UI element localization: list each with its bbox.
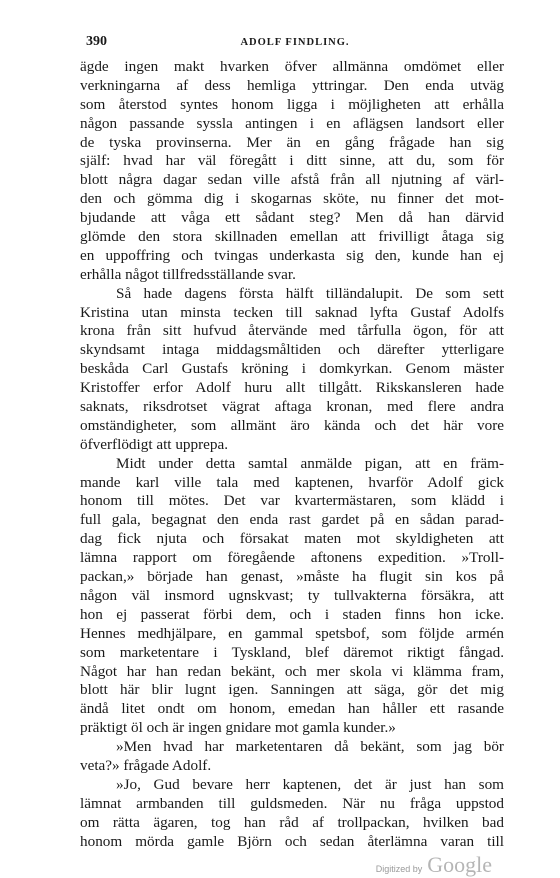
text-line: Något har han redan bekänt, och mer skola vi klämma fram, <box>80 662 504 680</box>
text-line: blott här blir lugnt igen. Sanningen att säga, gör det mig <box>80 681 504 699</box>
page-number: 390 <box>86 34 107 49</box>
text-line: full gala, begagnat den enda rast gardet på en sådan parad- <box>80 511 504 529</box>
text-line: själf: hvad har väl föregått i ditt sinne, att du, som för <box>80 152 504 170</box>
text-line: Kristoffer erfor Adolf huru allt tillgått. Rikskansleren hade <box>80 379 504 397</box>
text-line: hon ej passerat förbi dem, och i staden finns hon icke. <box>80 605 504 623</box>
text-line: öfverflödigt att upprepa. <box>80 435 229 453</box>
text-line: saknats, riksdrotset vägrat aftaga kronan, med flere andra <box>80 398 504 416</box>
text-line: lämna rapport om föregående aftonens expedition. »Troll- <box>80 549 504 567</box>
text-line: lämnat armbanden till guldsmeden. När nu fråga uppstod <box>80 794 504 812</box>
text-line: som marketentare i Tyskland, blef däremot riktigt fångad. <box>80 643 504 661</box>
text-line: Så hade dagens första hälft tilländalupit. De som sett <box>116 284 504 302</box>
text-line: verkningarna af dess hemliga yttringar. Den enda utväg <box>80 76 504 94</box>
text-line: den och gömma dig i skogarnas sköte, nu finner det mot- <box>80 190 504 208</box>
text-line: glömde den stora skillnaden emellan att frivilligt åtaga sig <box>80 228 504 246</box>
text-line: någon passande syssla antingen i en aflägsen landsort eller <box>80 114 504 132</box>
text-line: erhålla något tillfredsställande svar. <box>80 265 296 283</box>
text-line: blott några dagar sedan ville afstå från all njutning af värl- <box>80 171 504 189</box>
text-line: en uppoffring och tvingas underkasta sig den, kunde han ej <box>80 246 504 264</box>
text-line: någon väl insmord ugnskvast; ty tullvakterna försäkra, att <box>80 586 504 604</box>
text-line: Kristina utan minsta tecken till saknad lyfta Gustaf Adolfs <box>80 303 504 321</box>
text-line: honom till mötes. Det var kvartermästaren, som klädd i <box>80 492 504 510</box>
text-line: ägde ingen makt hvarken öfver allmänna omdömet eller <box>80 58 504 75</box>
text-line: veta?» frågade Adolf. <box>80 756 212 774</box>
text-line: Midt under detta samtal anmälde pigan, att en främ- <box>116 454 504 472</box>
text-line: mande karl ville tala med kaptenen, hvarför Adolf gick <box>80 473 504 491</box>
text-line: präktigt öl och är ingen gnidare mot gamla kunder.» <box>80 719 396 737</box>
text-line: omständigheter, som allmänt äro kända och det här vore <box>80 416 504 434</box>
body-text <box>80 58 504 851</box>
watermark-prefix: Digitized by <box>375 864 423 874</box>
text-line: packan,» började han genast, »måste ha flugit sin kos på <box>80 568 504 586</box>
page-header <box>86 34 504 54</box>
text-line: krona från sitt hufvud återvände med tårfulla ögon, för att <box>80 322 504 340</box>
text-line: dag fick njuta och försakat maten mot skyldigheten att <box>80 530 504 548</box>
running-head: ADOLF FINDLING. <box>240 37 350 48</box>
text-line: »Men hvad har marketentaren då bekänt, som jag bör <box>116 738 504 756</box>
text-line: »Jo, Gud bevare herr kaptenen, det är just han som <box>116 775 504 793</box>
text-line: honom mörda gamle Björn och sedan återlämna varan till <box>80 832 504 850</box>
text-line: skyndsamt intaga middagsmåltiden och därefter ytterligare <box>80 341 504 359</box>
text-line: om rätta ägaren, tog han råd af trollpackan, hvilken bad <box>80 813 504 831</box>
text-line: som återstod syntes honom ligga i möjligheten att erhålla <box>80 95 504 113</box>
digitized-by-watermark <box>376 852 492 878</box>
text-line: bjudande att våga ett sådant steg? Men då han därvid <box>80 209 504 227</box>
text-line: de tyska provinserna. Mer än en gång frågade han sig <box>80 133 504 151</box>
text-line: ändå litet ondt om honom, emedan han håller ett rasande <box>80 700 504 718</box>
text-line: Hennes medhjälpare, en gammal spetsbof, som följde armén <box>80 624 504 642</box>
text-line: beskåda Carl Gustafs kröning i domkyrkan. Genom mäster <box>80 360 504 378</box>
google-logo: Google <box>427 852 492 877</box>
